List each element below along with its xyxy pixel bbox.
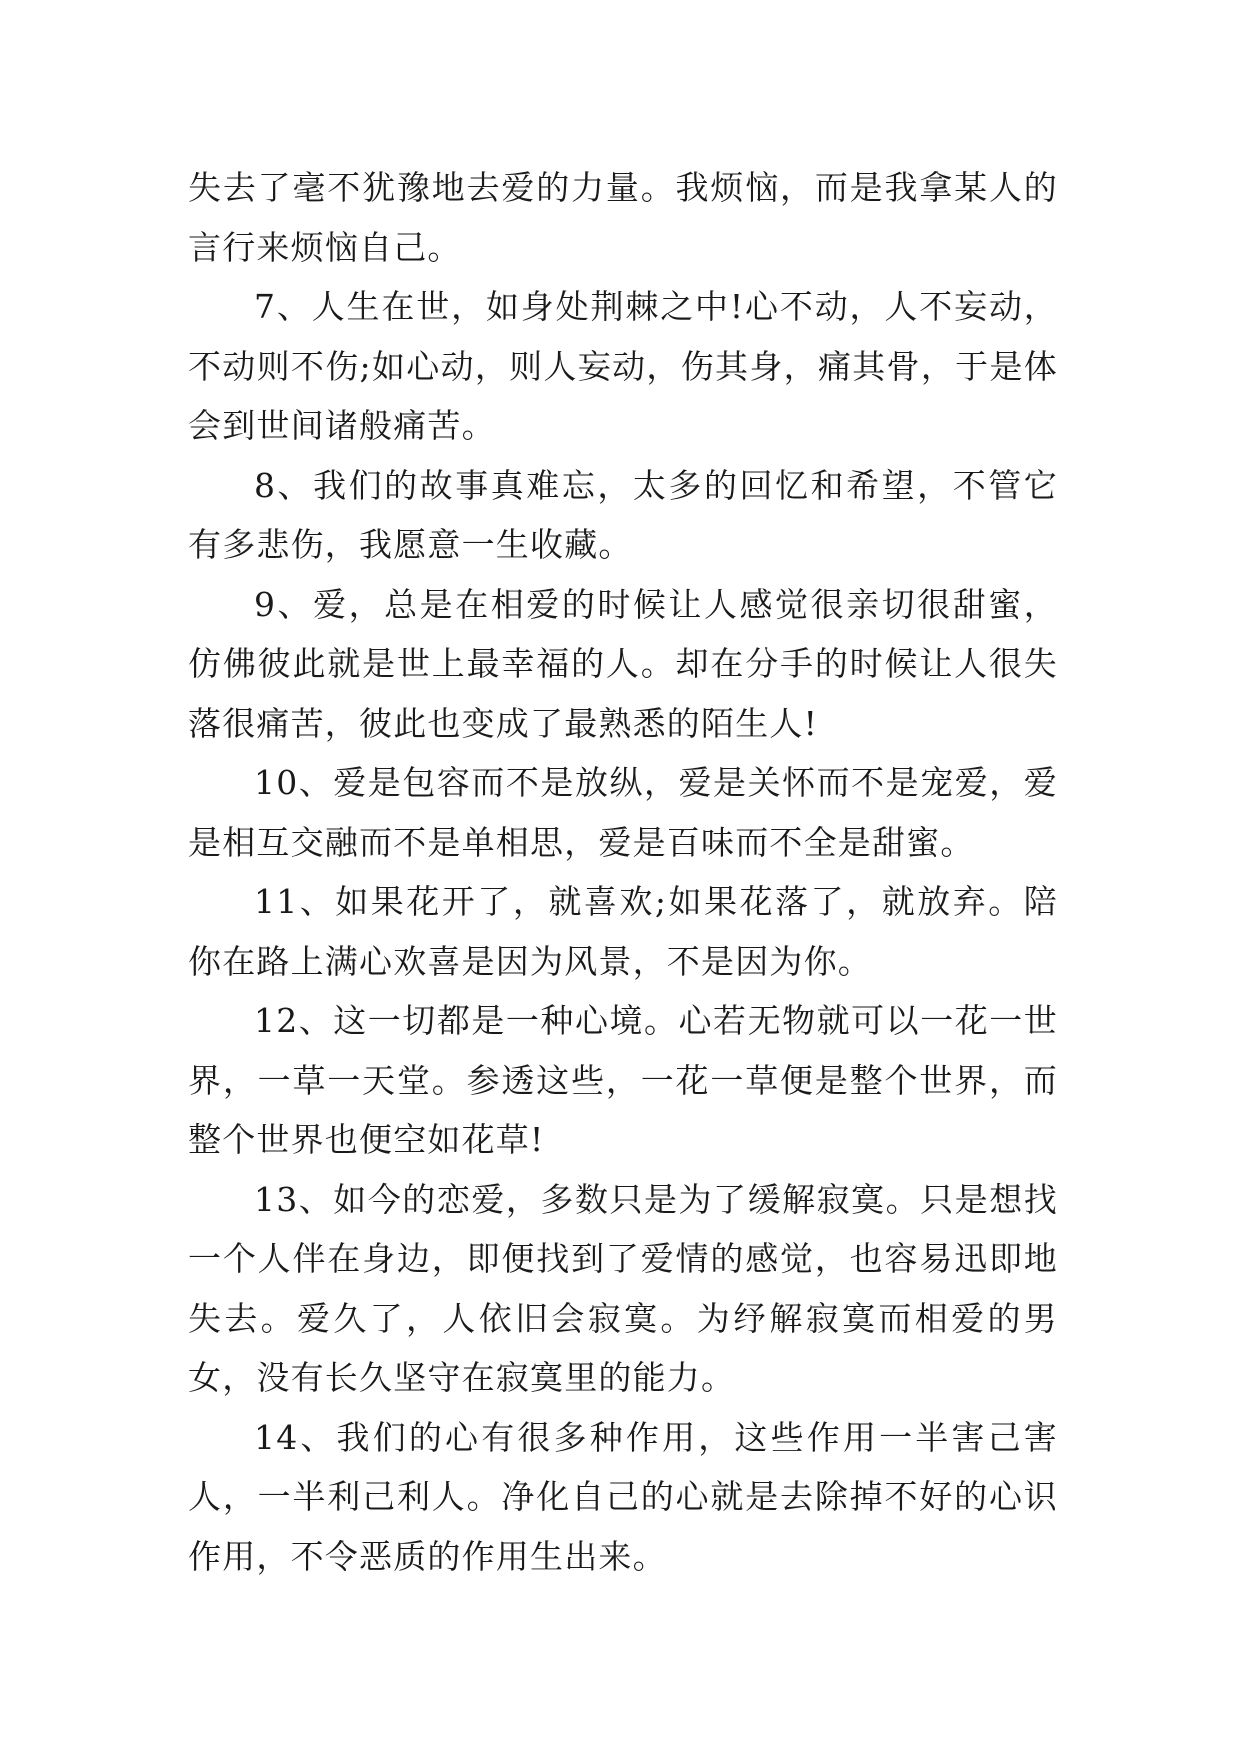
- paragraph-continued: 失去了毫不犹豫地去爱的力量。我烦恼，而是我拿某人的言行来烦恼自己。: [188, 168, 1058, 267]
- paragraph-item-14: 14、我们的心有很多种作用，这些作用一半害己害人，一半利己利人。净化自己的心就是去除掉不好的心识作用，不令恶质的作用生出来。: [188, 1417, 1058, 1576]
- paragraph-item-8: 8、我们的故事真难忘，太多的回忆和希望，不管它有多悲伤，我愿意一生收藏。: [188, 465, 1058, 564]
- paragraph-item-7: 7、人生在世，如身处荆棘之中!心不动，人不妄动，不动则不伤;如心动，则人妄动，伤其身，痛其骨，于是体会到世间诸般痛苦。: [188, 287, 1058, 445]
- document-body: [188, 158, 1058, 1586]
- paragraph-item-11: 11、如果花开了，就喜欢;如果花落了，就放弃。陪你在路上满心欢喜是因为风景，不是因为你。: [188, 882, 1058, 981]
- paragraph-item-13: 13、如今的恋爱，多数只是为了缓解寂寞。只是想找一个人伴在身边，即便找到了爱情的感觉，也容易迅即地失去。爱久了，人依旧会寂寞。为纾解寂寞而相爱的男女，没有长久坚守在寂寞里的能力。: [188, 1179, 1058, 1397]
- paragraph-item-9: 9、爱，总是在相爱的时候让人感觉很亲切很甜蜜，仿佛彼此就是世上最幸福的人。却在分手的时候让人很失落很痛苦，彼此也变成了最熟悉的陌生人!: [188, 584, 1058, 743]
- paragraph-item-12: 12、这一切都是一种心境。心若无物就可以一花一世界，一草一天堂。参透这些，一花一草便是整个世界，而整个世界也便空如花草!: [188, 1001, 1058, 1159]
- paragraph-item-10: 10、爱是包容而不是放纵，爱是关怀而不是宠爱，爱是相互交融而不是单相思，爱是百味而不全是甜蜜。: [188, 763, 1058, 862]
